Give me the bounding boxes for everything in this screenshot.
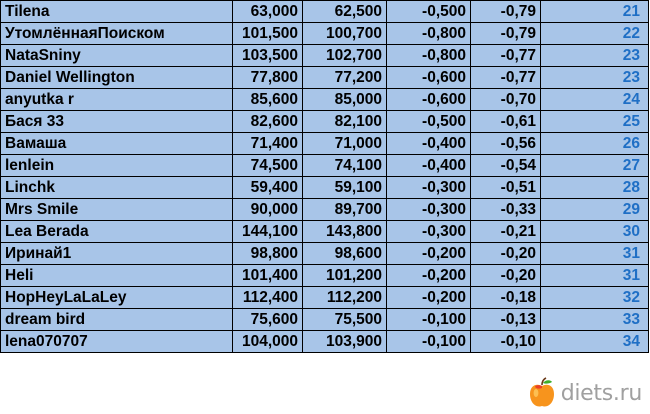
cell-percent-change: -0,56 [471,133,541,155]
cell-percent-change: -0,77 [471,45,541,67]
cell-name: anyutka r [1,89,233,111]
cell-percent-change: -0,20 [471,243,541,265]
cell-start-weight: 104,000 [233,331,303,353]
cell-name: Daniel Wellington [1,67,233,89]
table-row [1,67,649,89]
cell-name: lenlein [1,155,233,177]
cell-weight-change: -0,300 [387,199,471,221]
cell-start-weight: 144,100 [233,221,303,243]
cell-name: УтомлённаяПоиском [1,23,233,45]
cell-weight-change: -0,100 [387,331,471,353]
cell-rank: 23 [541,45,649,67]
results-table-body [1,1,649,353]
cell-percent-change: -0,33 [471,199,541,221]
cell-rank: 30 [541,221,649,243]
cell-name: Linchk [1,177,233,199]
cell-current-weight: 89,700 [303,199,387,221]
cell-rank: 31 [541,243,649,265]
cell-start-weight: 101,500 [233,23,303,45]
cell-percent-change: -0,79 [471,23,541,45]
cell-percent-change: -0,20 [471,265,541,287]
cell-percent-change: -0,77 [471,67,541,89]
cell-weight-change: -0,600 [387,67,471,89]
cell-weight-change: -0,500 [387,111,471,133]
cell-current-weight: 75,500 [303,309,387,331]
cell-current-weight: 59,100 [303,177,387,199]
table-row [1,265,649,287]
cell-start-weight: 101,400 [233,265,303,287]
cell-current-weight: 100,700 [303,23,387,45]
cell-rank: 21 [541,1,649,23]
table-row [1,199,649,221]
cell-rank: 28 [541,177,649,199]
cell-percent-change: -0,79 [471,1,541,23]
cell-rank: 23 [541,67,649,89]
cell-current-weight: 62,500 [303,1,387,23]
cell-name: HopHeyLaLaLey [1,287,233,309]
cell-name: Mrs Smile [1,199,233,221]
cell-name: Tilena [1,1,233,23]
cell-name: Бася 33 [1,111,233,133]
cell-percent-change: -0,18 [471,287,541,309]
cell-weight-change: -0,400 [387,133,471,155]
cell-start-weight: 59,400 [233,177,303,199]
cell-start-weight: 90,000 [233,199,303,221]
cell-current-weight: 71,000 [303,133,387,155]
cell-name: Heli [1,265,233,287]
cell-weight-change: -0,500 [387,1,471,23]
cell-current-weight: 82,100 [303,111,387,133]
cell-percent-change: -0,21 [471,221,541,243]
diets-ru-watermark [527,376,642,410]
table-row [1,243,649,265]
cell-start-weight: 82,600 [233,111,303,133]
cell-rank: 31 [541,265,649,287]
cell-current-weight: 74,100 [303,155,387,177]
cell-start-weight: 98,800 [233,243,303,265]
table-row [1,177,649,199]
cell-name: Lea Berada [1,221,233,243]
cell-start-weight: 103,500 [233,45,303,67]
cell-percent-change: -0,70 [471,89,541,111]
cell-current-weight: 101,200 [303,265,387,287]
cell-weight-change: -0,300 [387,177,471,199]
cell-name: dream bird [1,309,233,331]
cell-current-weight: 103,900 [303,331,387,353]
cell-rank: 24 [541,89,649,111]
cell-rank: 29 [541,199,649,221]
cell-name: Иринай1 [1,243,233,265]
table-row [1,155,649,177]
cell-rank: 34 [541,331,649,353]
table-row [1,287,649,309]
cell-rank: 22 [541,23,649,45]
table-row [1,221,649,243]
cell-start-weight: 77,800 [233,67,303,89]
cell-weight-change: -0,800 [387,23,471,45]
cell-weight-change: -0,100 [387,309,471,331]
cell-current-weight: 102,700 [303,45,387,67]
cell-weight-change: -0,200 [387,265,471,287]
table-row [1,23,649,45]
cell-name: Вамаша [1,133,233,155]
cell-start-weight: 63,000 [233,1,303,23]
cell-rank: 32 [541,287,649,309]
cell-start-weight: 85,600 [233,89,303,111]
cell-weight-change: -0,300 [387,221,471,243]
cell-start-weight: 112,400 [233,287,303,309]
table-row [1,331,649,353]
cell-start-weight: 75,600 [233,309,303,331]
cell-weight-change: -0,800 [387,45,471,67]
cell-percent-change: -0,61 [471,111,541,133]
watermark-text: diets.ru [560,380,642,406]
table-row [1,45,649,67]
cell-current-weight: 98,600 [303,243,387,265]
cell-current-weight: 85,000 [303,89,387,111]
cell-weight-change: -0,200 [387,243,471,265]
cell-rank: 26 [541,133,649,155]
cell-current-weight: 112,200 [303,287,387,309]
cell-percent-change: -0,13 [471,309,541,331]
apple-icon [527,377,557,409]
cell-start-weight: 74,500 [233,155,303,177]
table-row [1,89,649,111]
cell-percent-change: -0,54 [471,155,541,177]
cell-rank: 25 [541,111,649,133]
cell-percent-change: -0,51 [471,177,541,199]
table-row [1,111,649,133]
cell-start-weight: 71,400 [233,133,303,155]
cell-weight-change: -0,400 [387,155,471,177]
cell-percent-change: -0,10 [471,331,541,353]
cell-rank: 33 [541,309,649,331]
cell-name: lena070707 [1,331,233,353]
cell-rank: 27 [541,155,649,177]
cell-name: NataSniny [1,45,233,67]
table-row [1,133,649,155]
cell-current-weight: 77,200 [303,67,387,89]
table-row [1,309,649,331]
cell-weight-change: -0,600 [387,89,471,111]
table-row [1,1,649,23]
cell-current-weight: 143,800 [303,221,387,243]
cell-weight-change: -0,200 [387,287,471,309]
